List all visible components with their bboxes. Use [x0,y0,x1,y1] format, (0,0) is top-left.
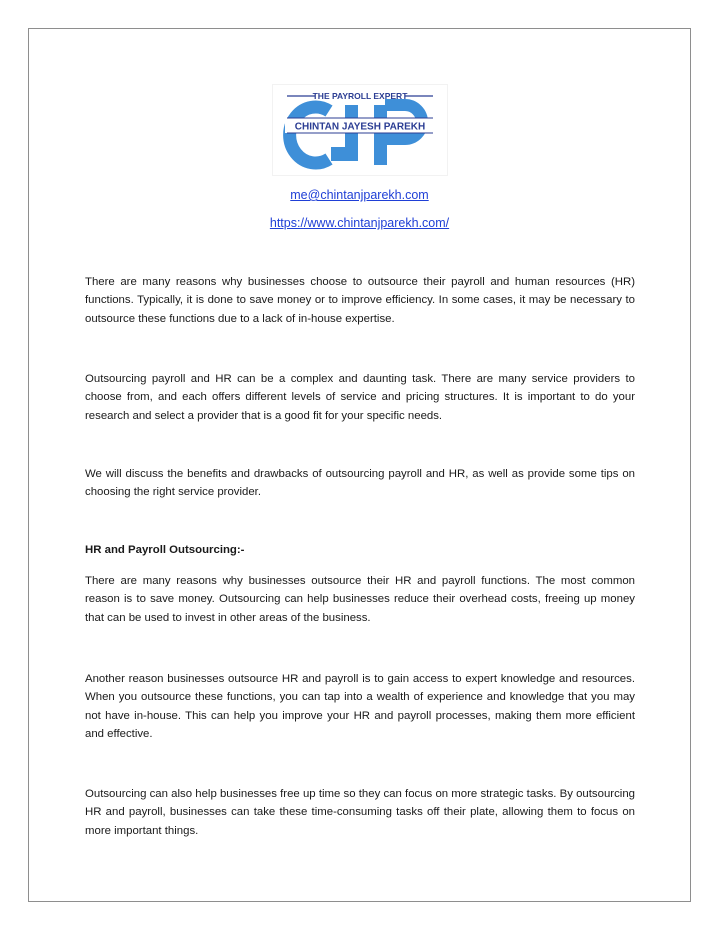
logo-company-name: CHINTAN JAYESH PAREKH [294,121,426,133]
intro-paragraph-2: Outsourcing payroll and HR can be a complex and daunting task. There are many service providers to choose from, and each offers different levels of service and pricing structures. It is important to do your research and select a provider that is a good fit for your specific needs. [85,373,635,422]
section-paragraph-2: Another reason businesses outsource HR and payroll is to gain access to expert knowledge and resources. When you outsource these functions, you can tap into a wealth of experience and knowledge that you may not have in-house. This can help you improve your HR and payroll processes, making them more efficient and effective. [85,673,635,741]
section-paragraph-1: There are many reasons why businesses outsource their HR and payroll functions. The most common reason is to save money. Outsourcing can help businesses reduce their overhead costs, freeing up money that can be used to invest in other areas of the business. [85,575,635,624]
email-link[interactable]: me@chintanjparekh.com [290,188,429,202]
company-logo [273,85,447,175]
section-heading: HR and Payroll Outsourcing:- [85,544,245,556]
logo-graphic [273,85,447,175]
document-page [28,28,691,902]
logo-tagline: THE PAYROLL EXPERT [312,91,408,101]
intro-paragraph-3: We will discuss the benefits and drawbacks of outsourcing payroll and HR, as well as provide some tips on choosing the right service provider. [85,468,635,499]
website-link[interactable]: https://www.chintanjparekh.com/ [269,216,450,230]
section-paragraph-3: Outsourcing can also help businesses free up time so they can focus on more strategic tasks. By outsourcing HR and payroll, businesses can take these time-consuming tasks off their plate, allowing them to focus on more important things. [85,788,635,837]
intro-paragraph-1: There are many reasons why businesses choose to outsource their payroll and human resources (HR) functions. Typically, it is done to save money or to improve efficiency. In some cases, it may be necessary to outsource these functions due to a lack of in-house expertise. [85,276,635,325]
